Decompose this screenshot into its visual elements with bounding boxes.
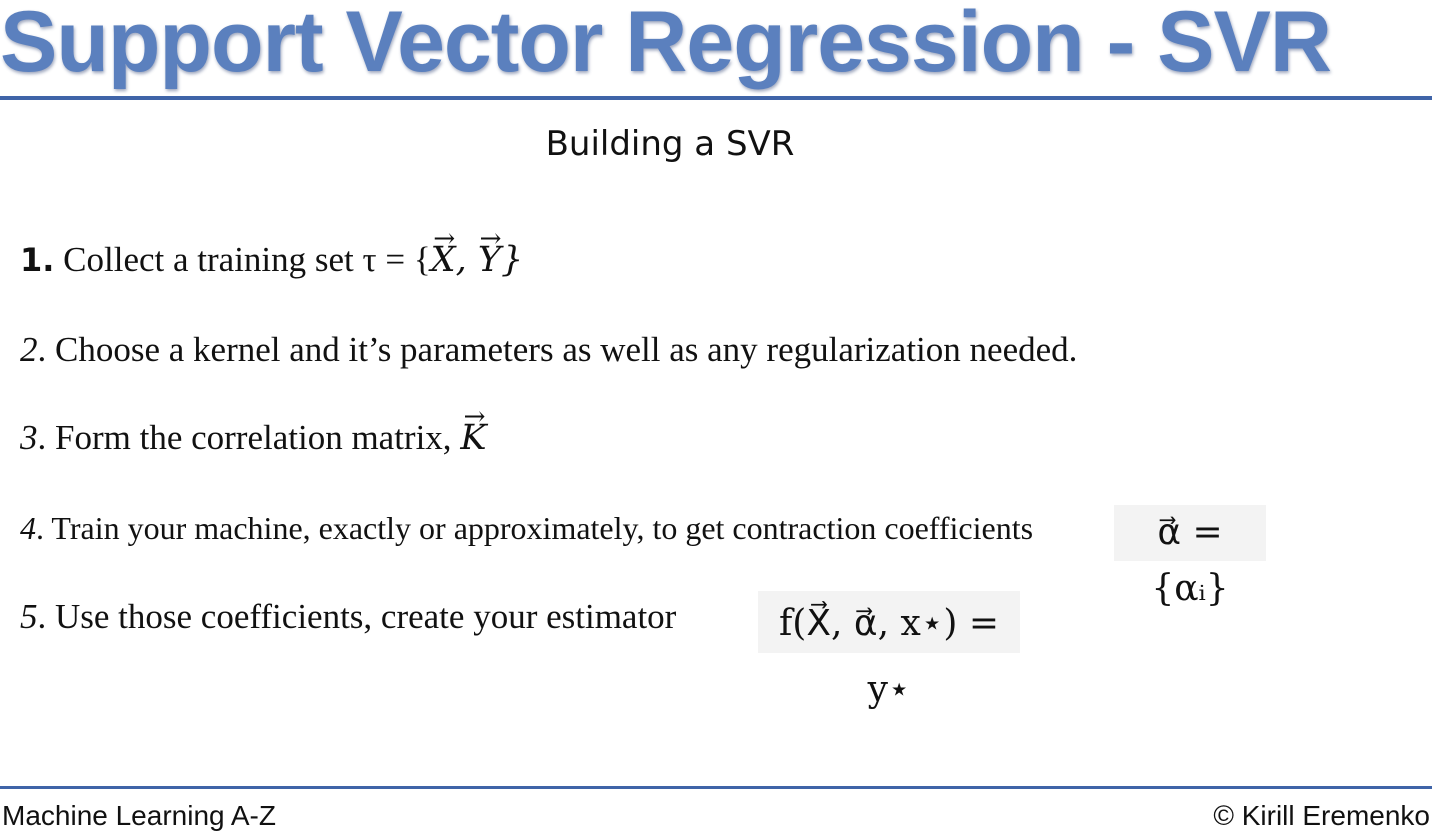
slide-subtitle: Building a SVR (545, 124, 795, 164)
set-close: } (500, 240, 524, 280)
slide-title: Support Vector Regression - SVR (0, 0, 1331, 90)
step-2 (20, 330, 1077, 370)
alpha-formula: α⃗ = {αᵢ} (1114, 505, 1266, 561)
title-divider (0, 96, 1432, 100)
vector-y: → Y (478, 240, 501, 280)
step-number: 4 (20, 510, 36, 546)
step-number: 1. (20, 241, 55, 279)
step-text: . Form the correlation matrix, (37, 418, 461, 457)
footer-divider (0, 786, 1432, 789)
matrix-k: → K (460, 418, 486, 458)
step-4 (20, 510, 1033, 547)
estimator-formula: f(X⃗, α⃗, x⋆) = y⋆ (758, 591, 1020, 653)
step-1 (20, 240, 523, 280)
vector-x: → X (431, 240, 456, 280)
footer-copyright: © Kirill Eremenko (1213, 800, 1430, 831)
step-number: 2 (20, 330, 38, 369)
step-text: . Choose a kernel and it’s parameters as well as any regularization needed. (37, 330, 1078, 369)
step-number: 3 (20, 418, 38, 457)
step-number: 5 (20, 597, 38, 636)
step-text: . Use those coefficients, create your estimator (37, 597, 677, 636)
step-text: . Train your machine, exactly or approximately, to get contraction coefficients (36, 510, 1034, 546)
footer-course: Machine Learning A-Z (2, 800, 276, 831)
step-text: Collect a training set τ = { (63, 240, 431, 279)
step-3 (20, 418, 486, 458)
step-5 (20, 597, 676, 637)
separator: , (455, 240, 478, 280)
